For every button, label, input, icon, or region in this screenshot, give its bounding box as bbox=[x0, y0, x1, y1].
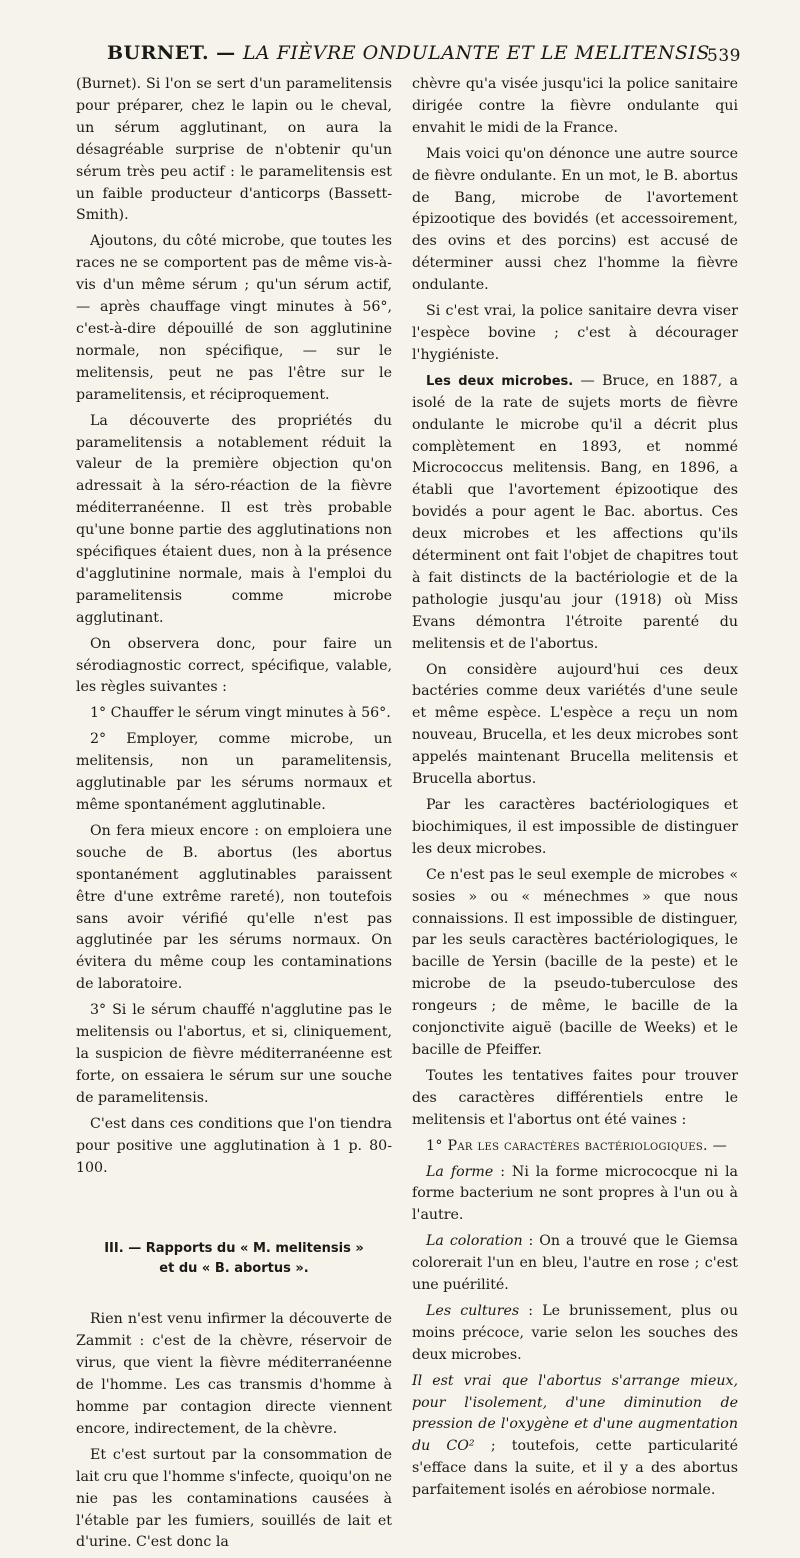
paragraph bbox=[412, 1371, 738, 1502]
paragraph: Ce n'est pas le seul exemple de microbes « sosies » ou « ménechmes » que nous connaissions. Il est impossible de distinguer, par les seuls caractères bactériologiques, le bacille de Yersin (bacille de la peste) et le microbe de la pseudo-tuberculose des rongeurs ; de même, le bacille de la conjonctivite aiguë (bacille de Weeks) et le bacille de Pfeiffer. bbox=[412, 866, 738, 1058]
paragraph: C'est dans ces conditions que l'on tiendra pour positive une agglutination à 1 p. 80-100. bbox=[76, 1115, 392, 1176]
run-in-heading: Les deux microbes. bbox=[426, 373, 574, 389]
paragraph: On fera mieux encore : on emploiera une souche de B. abortus (les abortus spontanément agglutinables paraissent être d'une extrême rareté), non toutefois sans avoir vérifié qu'elle n'est pas agglutinée par les sérums normaux. On évitera du même coup les contaminations de laboratoire. bbox=[76, 822, 392, 993]
paragraph bbox=[412, 371, 738, 656]
section-heading-line: et du « B. abortus ». bbox=[159, 1261, 309, 1277]
paragraph: Ajoutons, du côté microbe, que toutes les races ne se comportent pas de même vis-à-vis d'un même sérum ; qu'un sérum actif, — après chauffage vingt minutes à 56°, c'est-à-dire dépouillé de son agglutinine normale, non spécifique, — sur le melitensis, peut ne pas l'être sur le paramelitensis, et réciproquement. bbox=[76, 233, 392, 403]
paragraph-text: : Le brunissement, plus ou moins précoce, varie selon les souches des deux microbes. bbox=[412, 1302, 738, 1363]
label: La forme bbox=[426, 1163, 494, 1180]
page-number: 539 bbox=[707, 46, 741, 66]
rule-item: 2° Employer, comme microbe, un melitensis, non un paramelitensis, agglutinable par les sérums normaux et même spontanément agglutinable. bbox=[76, 731, 392, 813]
subheading: 1° Par les caractères bactériologiques. — bbox=[426, 1137, 728, 1154]
rule-item: 3° Si le sérum chauffé n'agglutine pas le melitensis ou l'abortus, et si, cliniquement, la suspicion de fièvre méditerranéenne est forte, on essaiera le sérum sur une souche de paramelitensis. bbox=[76, 1002, 392, 1106]
paragraph: Rien n'est venu infirmer la découverte de Zammit : c'est de la chèvre, réservoir de virus, que vient la fièvre méditerranéenne de l'homme. Les cas transmis d'homme à homme par contagion directe viennent encore, indirectement, de la chèvre. bbox=[76, 1311, 392, 1437]
left-column bbox=[76, 74, 392, 1558]
paragraph-text: : Ni la forme micrococque ni la forme bacterium ne sont propres à l'un ou à l'autre. bbox=[412, 1163, 738, 1224]
paragraph: La découverte des propriétés du paramelitensis a notablement réduit la valeur de la première objection qu'on adressait à la séro-réaction de la fièvre méditerranéenne. Il est très probable qu'une bonne partie des agglutinations non spécifiques étaient dues, non à la présence d'agglutinine normale, mais à l'emploi du paramelitensis comme microbe agglutinant. bbox=[76, 412, 392, 626]
paragraph: Par les caractères bactériologiques et biochimiques, il est impossible de distinguer les deux microbes. bbox=[412, 797, 738, 857]
paragraph bbox=[412, 1162, 738, 1228]
paragraph: chèvre qu'a visée jusqu'ici la police sanitaire dirigée contre la fièvre ondulante qui envahit le midi de la France. bbox=[412, 76, 738, 136]
paragraph-text: ; toutefois, cette particularité s'efface dans la suite, et il y a des abortus parfaitement isolés en aérobiose normale. bbox=[412, 1438, 739, 1499]
paragraph: Toutes les tentatives faites pour trouver des caractères différentiels entre le melitensis et l'abortus ont été vaines : bbox=[412, 1067, 738, 1128]
paragraph: Si c'est vrai, la police sanitaire devra viser l'espèce bovine ; c'est à décourager l'hygiéniste. bbox=[412, 303, 738, 363]
paragraph: On considère aujourd'hui ces deux bactéries comme deux variétés d'une seule et même espèce. L'espèce a reçu un nom nouveau, Brucella, et les deux microbes sont appelés maintenant Brucella melitensis et Brucella abortus. bbox=[412, 661, 738, 788]
paragraph: (Burnet). Si l'on se sert d'un paramelitensis pour préparer, chez le lapin ou le cheval, un sérum agglutinant, on aura la désagréable surprise de n'obtenir qu'un sérum très peu actif : le paramelitensis est un faible producteur d'anticorps (Bassett-Smith). bbox=[76, 76, 392, 224]
label: La coloration bbox=[426, 1233, 523, 1250]
label: Les cultures bbox=[426, 1302, 520, 1319]
running-title bbox=[107, 42, 710, 64]
header-author: BURNET. — bbox=[107, 42, 236, 64]
paragraph bbox=[412, 1301, 738, 1367]
section-heading bbox=[76, 1239, 392, 1279]
right-column bbox=[412, 74, 738, 1506]
section-heading-line: III. — Rapports du « M. melitensis » bbox=[104, 1241, 364, 1257]
header-title: LA FIÈVRE ONDULANTE ET LE MELITENSIS bbox=[242, 42, 710, 64]
paragraph-text: : On a trouvé que le Giemsa colorerait l'un en bleu, l'autre en rose ; c'est une puérilité. bbox=[412, 1233, 738, 1294]
paragraph-text: — Bruce, en 1887, a isolé de la rate de sujets morts de fièvre ondulante le microbe qu'il a décrit plus complètement en 1893, et nommé Micrococcus melitensis. Bang, en 1896, a établi que l'avortement épizootique des bovidés a pour agent le Bac. abortus. Ces deux microbes et les affections qu'ils déterminent ont fait l'objet de chapitres tout à fait distincts de la bactériologie et de la pathologie jusqu'au jour (1918) où Miss Evans démontra l'étroite parenté du melitensis et de l'abortus. bbox=[412, 372, 738, 652]
paragraph: Mais voici qu'on dénonce une autre source de fièvre ondulante. En un mot, le B. abortus de Bang, microbe de l'avortement épizootique des bovidés (et accessoirement, des ovins et des porcins) est accusé de déterminer aussi chez l'homme la fièvre ondulante. bbox=[412, 145, 738, 294]
paragraph: Et c'est surtout par la consommation de lait cru que l'homme s'infecte, quoiqu'on ne nie pas les contaminations causées à l'étable par les fumiers, souillés de lait et d'urine. C'est donc la bbox=[76, 1446, 392, 1551]
italic-text: Il est vrai que l'abortus s'arrange mieux, pour l'isolement, d'une diminution de pression de l'oxygène et d'une augmentation du CO² bbox=[412, 1372, 738, 1455]
paragraph bbox=[412, 1231, 738, 1297]
running-header bbox=[75, 38, 795, 72]
rule-item: 1° Chauffer le sérum vingt minutes à 56°. bbox=[90, 705, 391, 722]
paragraph: On observera donc, pour faire un sérodiagnostic correct, spécifique, valable, les règles suivantes : bbox=[76, 635, 392, 696]
